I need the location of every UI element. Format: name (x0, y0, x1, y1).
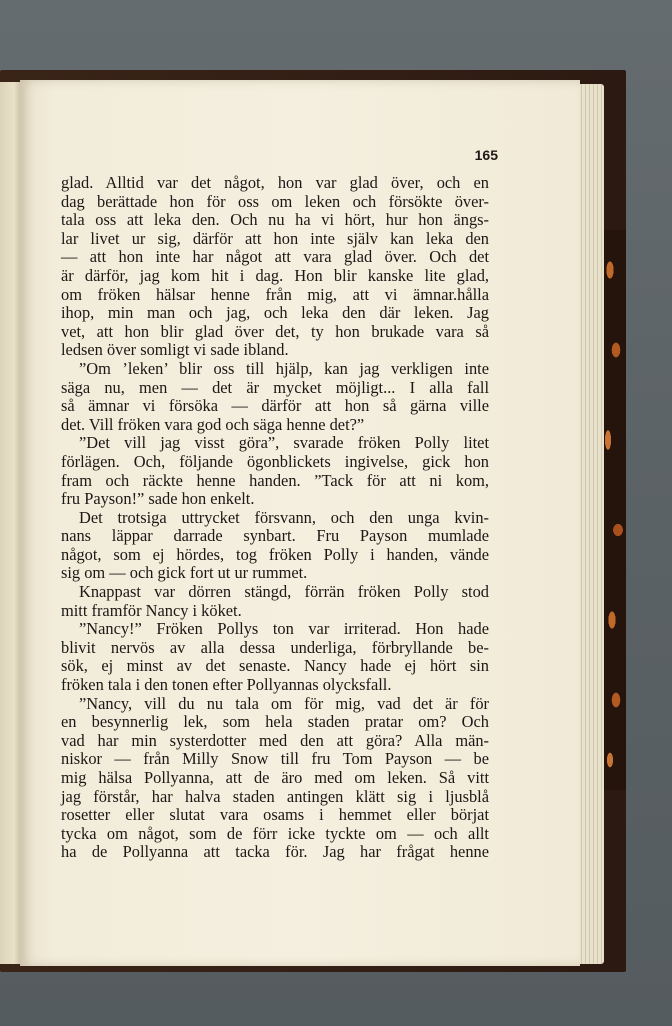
text-line: en besynnerlig lek, som hela staden pratar om? Och (61, 712, 489, 732)
text-line: jag förstår, har halva staden antingen klätt sig i ljusblå (61, 786, 489, 806)
text-line: niskor — från Milly Snow till fru Tom Payson — be (61, 749, 489, 769)
page-number: 165 (474, 147, 498, 163)
text-line: något, som ej hördes, tog fröken Polly i handen, vände (61, 544, 489, 564)
text-line: ”Om ’leken’ blir oss till hjälp, kan jag verkligen inte (79, 358, 489, 378)
text-line: vad har min systerdotter med den att göra? Alla män- (61, 730, 489, 750)
text-line: — att hon inte har något att vara glad över. Och det (61, 247, 489, 267)
text-line: mitt framför Nancy i köket. (61, 600, 242, 620)
text-line: så ämnar vi försöka — därför att hon så gärna ville (61, 396, 489, 416)
text-line: ihop, min man och jag, och leka den där leken. Jag (61, 303, 489, 323)
text-line: ”Nancy!” Fröken Pollys ton var irriterad. Hon hade (79, 619, 489, 639)
text-line: ”Det vill jag visst göra”, svarade fröken Polly litet (79, 433, 489, 453)
text-line: fram och räckte henne handen. ”Tack för att ni kom, (61, 470, 489, 490)
text-line: fröken tala i den tonen efter Pollyannas olycksfall. (61, 675, 392, 695)
text-line: blivit nervös av alla dessa underliga, förbryllande be- (61, 637, 489, 657)
text-line: Det trotsiga uttrycket försvann, och den unga kvin- (79, 507, 489, 527)
text-line: sig om — och gick fort ut ur rummet. (61, 563, 308, 583)
text-line: dag berättade hon för oss om leken och försökte över- (61, 191, 489, 211)
text-line: sök, ej minst av det senaste. Nancy hade ej hört sin (61, 656, 489, 676)
text-line: glad. Alltid var det något, hon var glad över, och en (61, 173, 489, 192)
text-line: nans läppar darrade synbart. Fru Payson mumlade (61, 526, 489, 546)
text-line: Knappast var dörren stängd, förrän fröken Polly stod (79, 582, 489, 602)
text-line: vet, att hon blir glad över det, ty hon brukade vara så (61, 321, 489, 341)
text-line: ”Nancy, vill du nu tala om för mig, vad det är för (79, 693, 489, 713)
body-text (61, 174, 489, 862)
text-line: fru Payson!” sade hon enkelt. (61, 489, 255, 509)
text-line: rosetter eller slutat vara osams i hemmet eller börjat (61, 805, 489, 825)
left-page-edge (0, 82, 21, 964)
text-line: tycka om något, som de förr icke tyckte om — och allt (61, 823, 489, 843)
text-line: mig hälsa Pollyanna, att de äro med om leken. Så vitt (61, 768, 489, 787)
text-line: ledsen över somligt vi sade ibland. (61, 340, 289, 360)
text-line: tala oss att leka den. Och nu ha vi hört, hur hon ängs- (61, 210, 489, 230)
text-line: ha de Pollyanna att tacka för. Jag har frågat henne (61, 842, 489, 862)
text-line: det. Vill fröken vara god och säga henne det?” (61, 414, 365, 434)
text-line: lar livet ur sig, därför att hon inte själv kan leka den (61, 228, 489, 248)
text-line: är därför, jag kom hit i dag. Hon blir kanske lite glad, (61, 265, 489, 285)
text-line: om fröken hälsar henne från mig, att vi ämnar.hålla (61, 284, 489, 304)
text-line: säga nu, men — det är mycket möjligt... I alla fall (61, 377, 489, 397)
text-line: förlägen. Och, följande ögonblickets ingivelse, gick hon (61, 451, 489, 471)
